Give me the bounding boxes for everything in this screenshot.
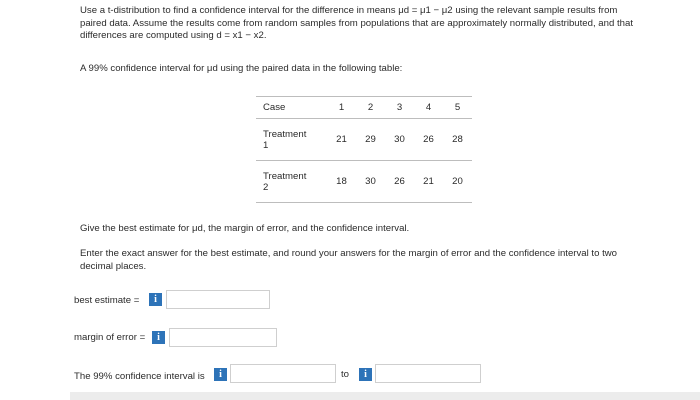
treatment-1-cell: 30 [385,119,414,161]
case-cell: 4 [414,97,443,119]
treatment-2-cell: 30 [356,161,385,203]
interval-upper-input[interactable] [375,364,481,383]
ci-prompt: A 99% confidence interval for μd using the paired data in the following table: [80,63,403,74]
paired-data-table [256,96,472,203]
problem-statement [80,5,660,43]
best-estimate-input[interactable] [166,290,270,309]
table-header-row [256,97,472,119]
treatment-1-cell: 26 [414,119,443,161]
treatment-1-label-line1: Treatment [263,128,307,140]
intro-line-1: Use a t-distribution to find a confidence interval for the difference in means μd = μ1 − μ2 using the relevant sample results from [80,5,618,16]
case-cell: 3 [385,97,414,119]
treatment-1-row [256,119,472,161]
case-cell: 5 [443,97,472,119]
treatment-1-cell: 28 [443,119,472,161]
treatment-1-label-line2: 1 [263,139,269,151]
margin-of-error-input[interactable] [169,328,277,347]
treatment-2-cell: 18 [327,161,356,203]
treatment-2-cell: 26 [385,161,414,203]
interval-to-label: to [341,369,350,380]
treatment-2-label-line1: Treatment [263,170,307,182]
best-estimate-info-icon[interactable]: i [149,293,162,306]
instruction-line-2: decimal places. [80,260,147,272]
bottom-divider [70,392,700,400]
intro-line-2: paired data. Assume the results come from random samples from populations that are approximately normally distributed, and that [80,17,633,29]
interval-lower-info-icon[interactable]: i [214,368,227,381]
margin-of-error-info-icon[interactable]: i [152,331,165,344]
interval-upper-info-icon[interactable]: i [359,368,372,381]
treatment-1-label [256,119,327,161]
case-header: Case [256,97,327,119]
treatment-2-cell: 20 [443,161,472,203]
treatment-2-label [256,161,327,203]
best-estimate-label: best estimate = [74,295,140,306]
treatment-2-label-line2: 2 [263,181,269,193]
margin-of-error-label: margin of error = [74,332,146,343]
case-cell: 2 [356,97,385,119]
intro-line-3: differences are computed using d = x1 − x2. [80,30,267,41]
treatment-1-cell: 29 [356,119,385,161]
treatment-2-cell: 21 [414,161,443,203]
case-cell: 1 [327,97,356,119]
interval-lower-input[interactable] [230,364,336,383]
confidence-interval-label: The 99% confidence interval is [74,371,205,382]
instruction-line-1: Enter the exact answer for the best estimate, and round your answers for the margin of error and the confidence interval to two [80,248,618,259]
instruction-text [80,248,640,273]
treatment-2-row [256,161,472,203]
question-text: Give the best estimate for μd, the margin of error, and the confidence interval. [80,223,410,234]
treatment-1-cell: 21 [327,119,356,161]
